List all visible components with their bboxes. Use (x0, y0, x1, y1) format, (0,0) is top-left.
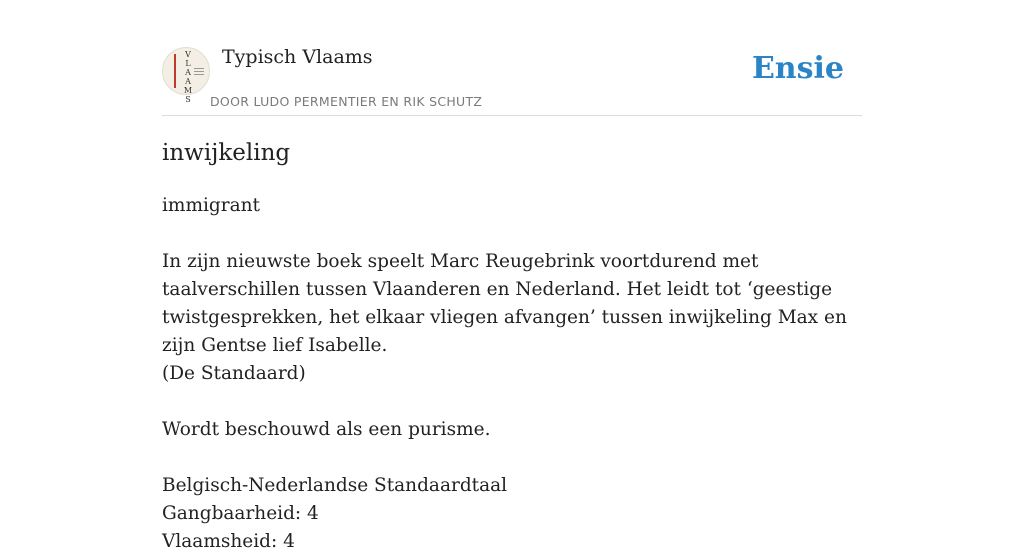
entry-language-variant: Belgisch-Nederlandse Standaardtaal (162, 475, 508, 496)
logo-red-bar (174, 54, 176, 88)
header (162, 44, 862, 116)
header-divider (162, 115, 862, 116)
logo-text-lines (194, 68, 204, 78)
entry-definition: immigrant (162, 195, 260, 216)
example-quote: In zijn nieuwste boek speelt Marc Reugebrink voortdurend met taalverschillen tussen Vlaanderen en Nederland. Het leidt tot ‘geestige twistgesprekken, het elkaar vliegen afvangen’ tussen inwijkeling Max en zijn Gentse lief Isabelle. (162, 251, 847, 356)
logo-letters: V L A A M S (183, 50, 193, 104)
entry-title: inwijkeling (162, 140, 291, 166)
book-title[interactable]: Typisch Vlaams (222, 46, 373, 68)
entry-note: Wordt beschouwd als een purisme. (162, 419, 491, 440)
entry-frequency: Gangbaarheid: 4 (162, 503, 319, 524)
entry-flemishness: Vlaamsheid: 4 (162, 531, 295, 552)
ensie-brand-logo[interactable]: Ensie (751, 51, 844, 86)
entry-body (162, 192, 852, 556)
book-cover-logo-icon[interactable] (162, 47, 210, 104)
book-authors: DOOR LUDO PERMENTIER EN RIK SCHUTZ (210, 94, 483, 109)
example-source: (De Standaard) (162, 363, 306, 384)
entry-example (162, 248, 852, 388)
